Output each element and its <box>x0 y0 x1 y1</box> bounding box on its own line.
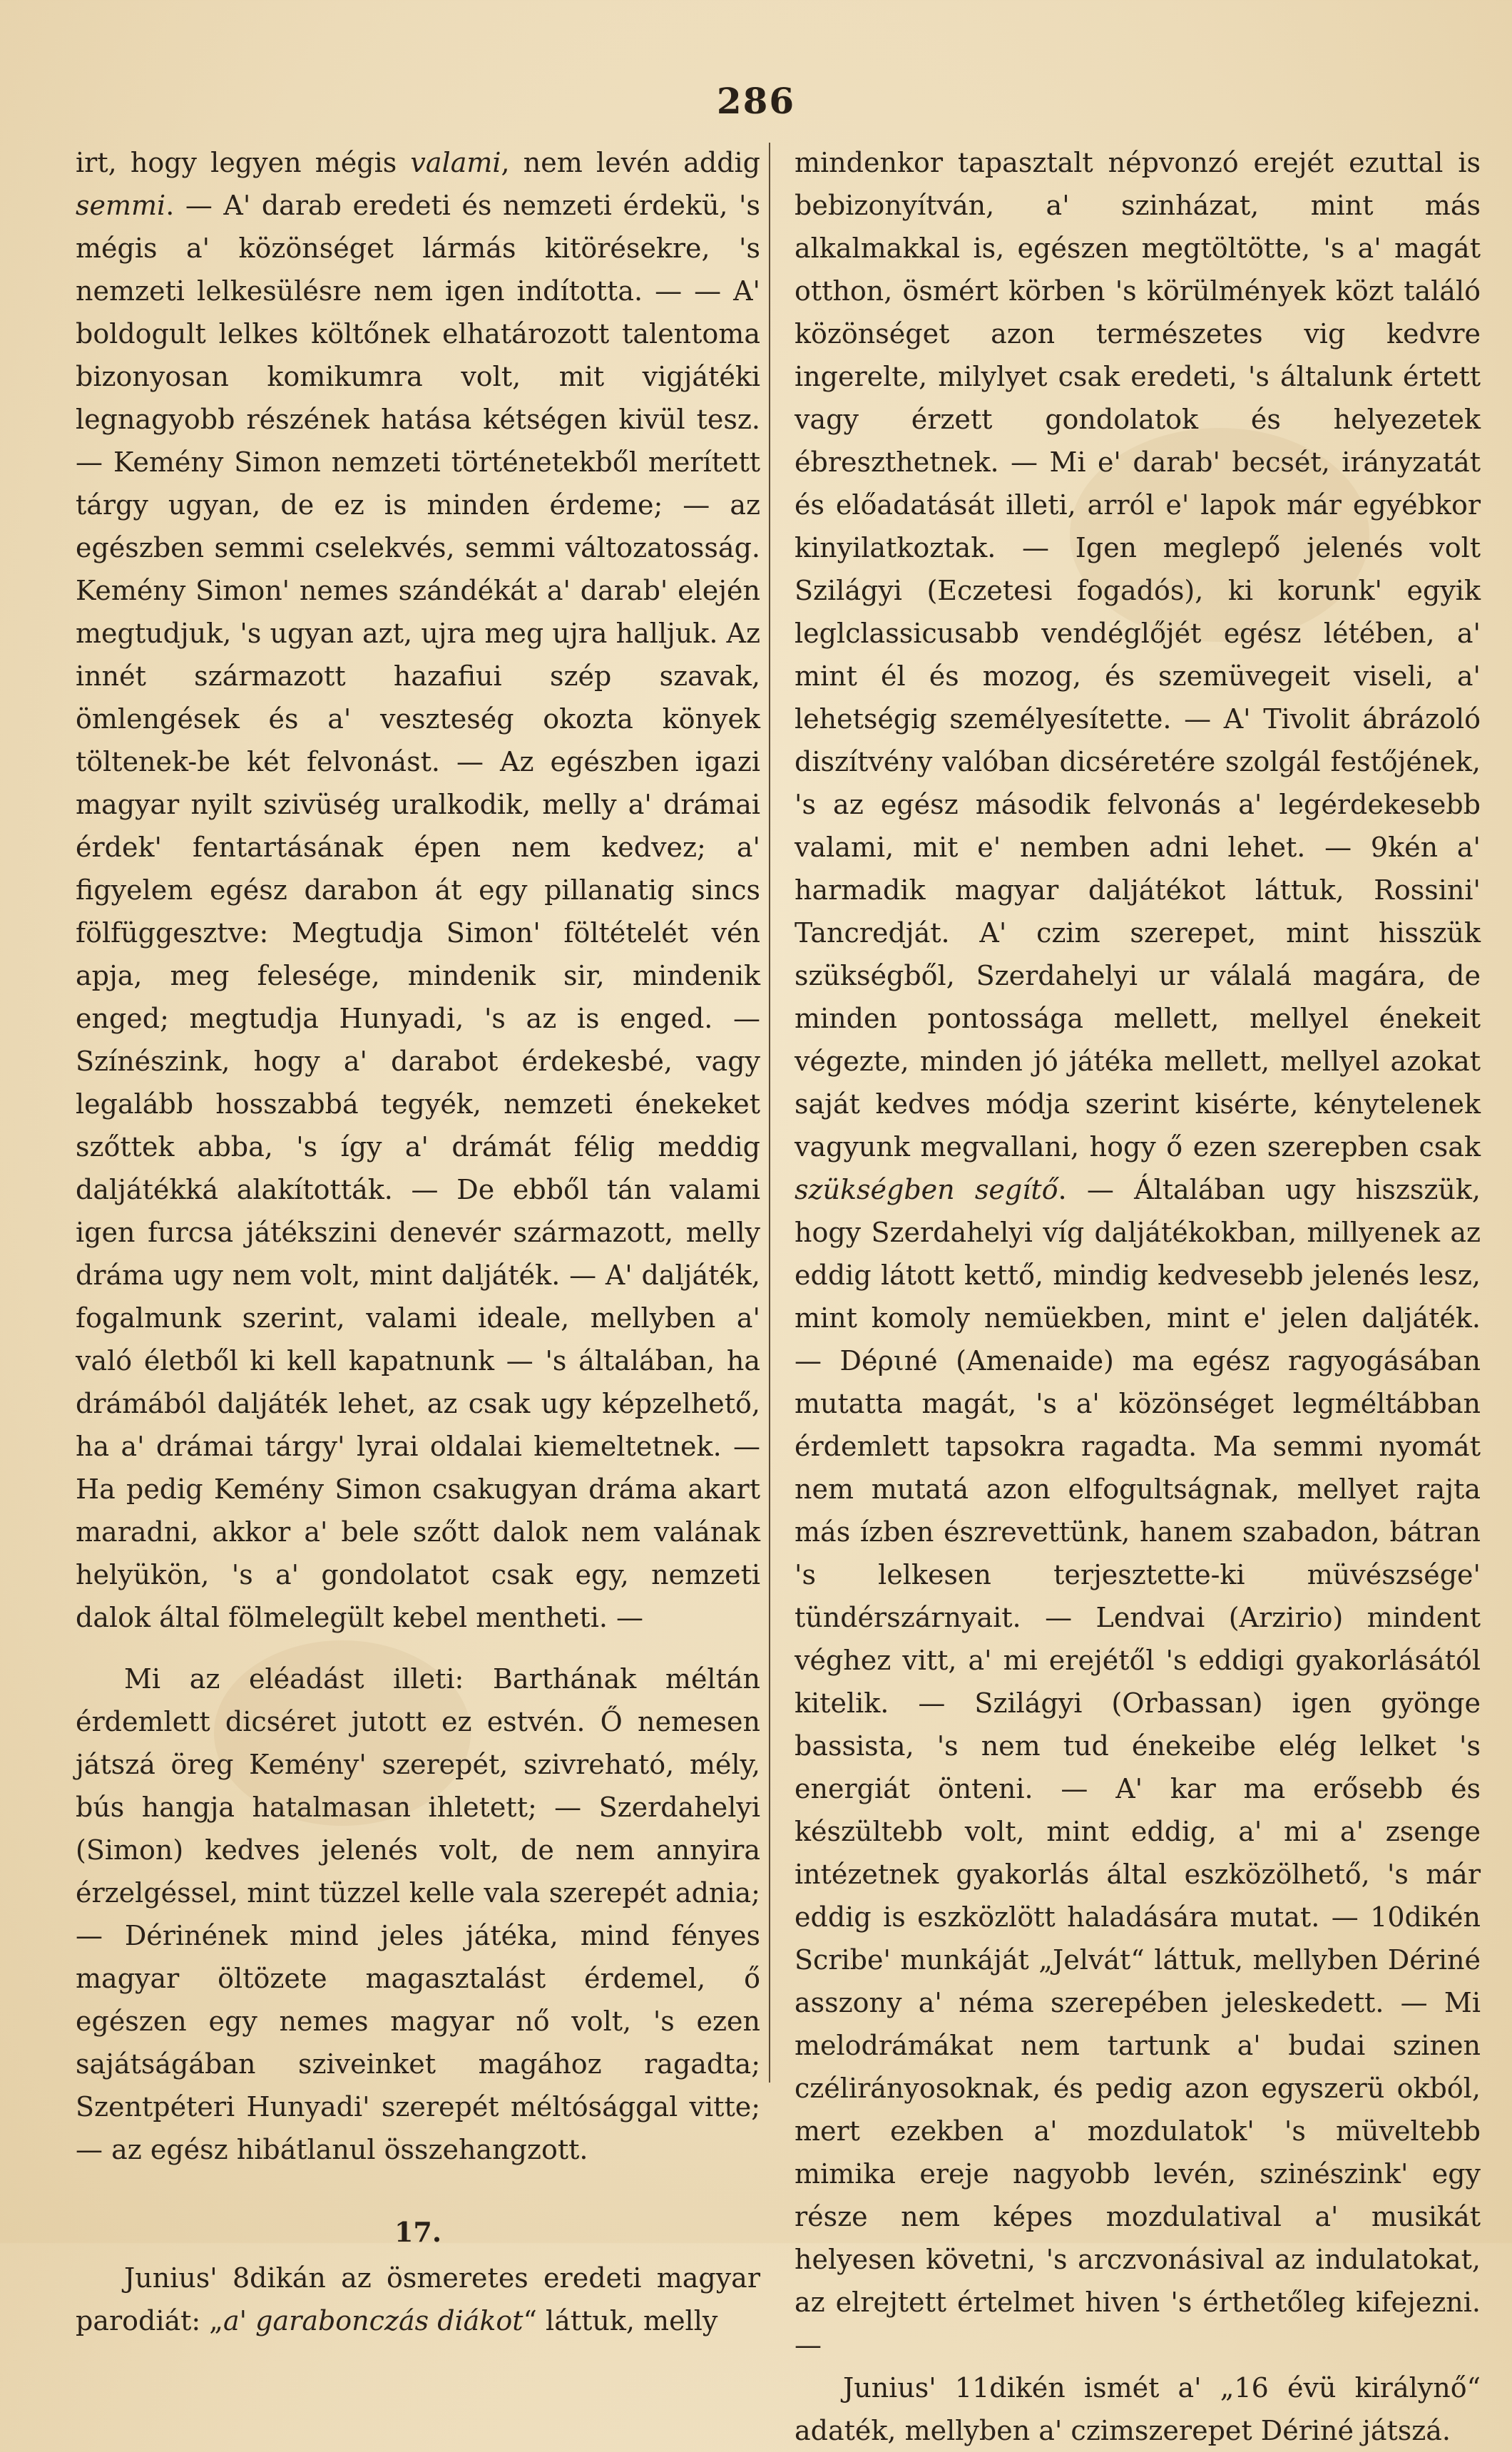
left-paragraph-3 <box>76 2257 760 2342</box>
text-run: . — A' darab eredeti és nemzeti érdekü, 's mégis a' közönséget lármás kitörésekre, 's nemzeti lelkesülésre nem igen indította. — — A' boldogult lelkes költőnek elhatározott talentoma bizonyosan komikumra volt, mit vigjátéki legnagyobb részének hatása kétségen kivül tesz. — Kemény Simon nemzeti történetekből merített tárgy ugyan, de ez is minden érdeme; — az egészben semmi cselekvés, semmi változatosság. Kemény Simon' nemes szándékát a' darab' elején megtudjuk, 's ugyan azt, ujra meg ujra halljuk. Az innét származott hazafiui szép szavak, ömlengések és a' veszteség okozta könyek töltenek-be két felvonást. — Az egészben igazi magyar nyilt szivüség uralkodik, melly a' drámai érdek' fentartásának épen nem kedvez; a' figyelem egész darabon át egy pillanatig sincs fölfüggesztve: Megtudja Simon' föltételét vén apja, meg felesége, mindenik sir, mindenik enged; megtudja Hunyadi, 's az is enged. — Színészink, hogy a' darabot érdekesbé, vagy legalább hosszabbá tegyék, nemzeti énekeket szőttek abba, 's így a' drámát félig meddig daljátékká alakították. — De ebből tán valami igen furcsa játékszini denevér származott, melly dráma ugy nem volt, mint daljáték. — A' daljáték, fogalmunk szerint, valami ideale, mellyben a' való életből ki kell kapatnunk — 's általában, ha drámából daljáték lehet, az csak ugy képzelhető, ha a' drámai tárgy' lyrai oldalai kiemeltetnek. — Ha pedig Kemény Simon csakugyan dráma akart maradni, akkor a' bele szőtt dalok nem valának helyükön, 's a' gondolatot csak egy, nemzeti dalok által fölmelegült kebel mentheti. — <box>76 190 760 1633</box>
italic-text: valami <box>410 147 501 178</box>
text-run: . — Általában ugy hiszszük, hogy Szerdahelyi víg daljátékokban, millyenek az eddig látott kettő, mindig kedvesebb jelenés lesz, mint komoly nemüekben, mint e' jelen daljáték. — Déριné (Amenaide) ma egész ragyogásában mutatta magát, 's a' közönséget legméltábban érdemlett tapsokra ragadta. Ma semmi nyomát nem mutatá azon elfogultságnak, mellyet rajta más ízben észrevettünk, hanem szabadon, bátran 's lelkesen terjesztette-ki müvészsége' tündérszárnyait. — Lendvai (Arzirio) mindent véghez vitt, a' mi erejétől 's eddigi gyakorlásától kitelik. — Szilágyi (Orbassan) igen gyönge bassista, 's nem tud énekeibe elég lelket 's energiát önteni. — A' kar ma erősebb és készültebb volt, mint eddig, a' mi a' zsenge intézetnek gyakorlás által eszközölhető, 's már eddig is eszközlött haladására mutat. — 10dikén Scribe' munkáját „Jelvát“ láttuk, mellyben Dériné asszony a' néma szerepében jeleskedett. — Mi melodrámákat nem tartunk a' budai szinen czélirányosoknak, és pedig azon egyszerü okból, mert ezekben a' mozdulatok' 's müveltebb mimika ereje nagyobb levén, szinészink' egy része nem képes mozdulatival a' musikát helyesen követni, 's arczvonásival az indulatokat, az elrejtett értelmet hiven 's érthetőleg kifejezni. — <box>795 1174 1481 2361</box>
text-run: “ láttuk, melly <box>523 2305 718 2336</box>
italic-text: szükségben segítő <box>795 1174 1058 1205</box>
text-run: , nem levén addig <box>501 147 761 178</box>
italic-text: semmi <box>76 190 166 221</box>
text-run: irt, hogy legyen mégis <box>76 147 411 178</box>
right-column <box>795 141 1481 2452</box>
left-paragraph-1 <box>76 141 760 1639</box>
left-paragraph-2: Mi az eléadást illeti: Barthának méltán érdemlett dicséret jutott ez estvén. Ő nemesen játszá öreg Kemény' szerepét, szivreható, mély, bús hangja hatalmasan ihletett; — Szerdahelyi (Simon) kedves jelenés volt, de nem annyira érzelgéssel, mint tüzzel kelle vala szerepét adnia; — Dérinének mind jeles játéka, mind fényes magyar öltözete magasztalást érdemel, ő egészen egy nemes magyar nő volt, 's ezen sajátságában sziveinket magához ragadta; Szentpéteri Hunyadi' szerepét méltósággal vitte; — az egész hibátlanul összehangzott. <box>76 1663 760 2165</box>
text-run: mindenkor tapasztalt népvonzó erejét ezuttal is bebizonyítván, a' szinházat, mint más alkalmakkal is, egészen megtöltötte, 's a' magát otthon, ösmért körben 's körülmények közt találó közönséget azon természetes vig kedvre ingerelte, milylyet csak eredeti, 's általunk értett vagy érzett gondolatok és helyezetek ébreszthetnek. — Mi e' darab' becsét, irányzatát és előadatását illeti, arról e' lapok már egyébkor kinyilatkoztak. — Igen meglepő jelenés volt Szilágyi (Eczetesi fogadós), ki korunk' egyik leglclassicusabb vendéglőjét egész létében, a' mint él és mozog, és szemüvegeit viseli, a' lehetségig személyesítette. — A' Tivolit ábrázoló diszítvény valóban dicséretére szolgál festőjének, 's az egész második felvonás a' legérdekesebb valami, mit e' nemben adni lehet. — 9kén a' harmadik magyar daljátékot láttuk, Rossini' Tancredját. A' czim szerepet, mint hisszük szükségből, Szerdahelyi ur válalá magára, de minden pontossága mellett, mellyel énekeit végezte, minden jó játéka mellett, mellyel azokat saját kedves módja szerint kisérte, kénytelenek vagyunk megvallani, hogy ő ezen szerepben csak <box>795 147 1481 1163</box>
text-run: Junius' 8dikán az ösmeretes eredeti magyar parodiát: „ <box>76 2262 760 2336</box>
page-number: 286 <box>716 80 796 122</box>
right-paragraph-2: Junius' 11dikén ismét a' „16 évü királynő“ adaték, mellyben a' czimszerepet Dériné játszá. <box>795 2372 1481 2446</box>
italic-text: a' garabonczás diákot <box>223 2305 523 2336</box>
right-paragraph-1 <box>795 141 1481 2366</box>
left-column <box>76 141 760 2342</box>
section-number: 17. <box>394 2216 442 2248</box>
column-divider <box>769 143 770 2083</box>
